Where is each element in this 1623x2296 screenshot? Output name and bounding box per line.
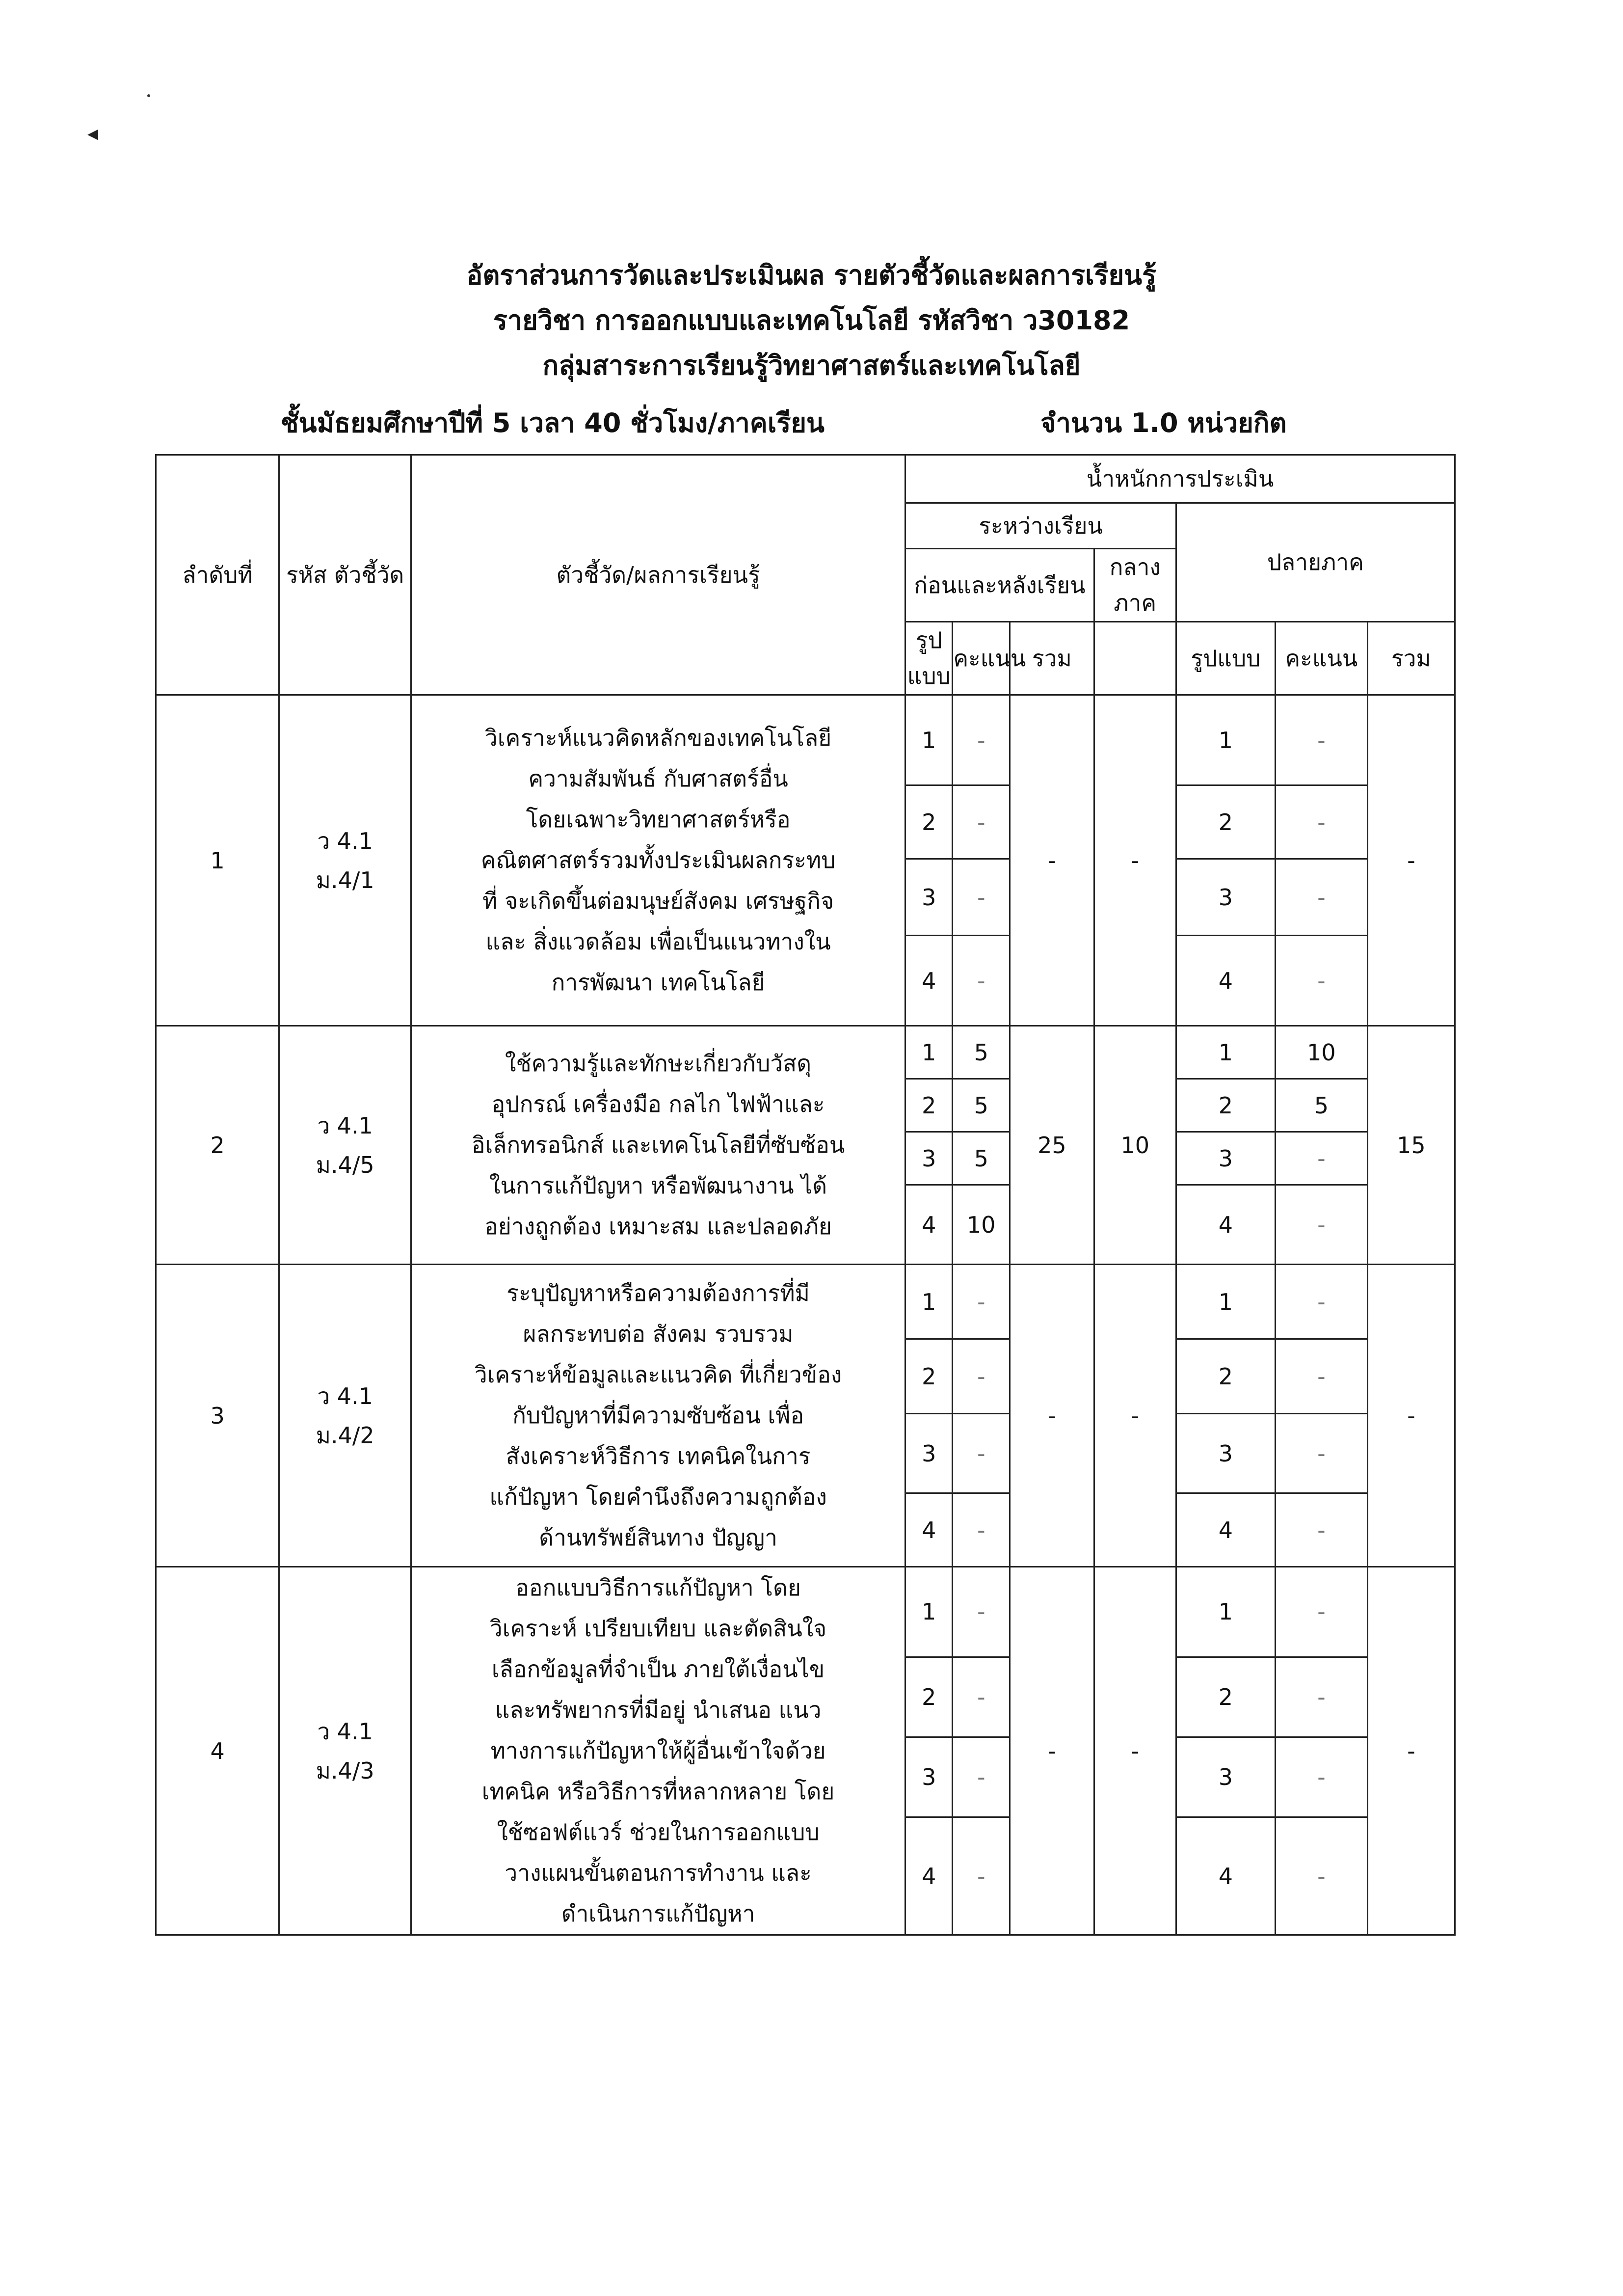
description-line: และ สิ่งแวดล้อม เพื่อเป็นแนวทางใน	[485, 928, 831, 955]
description-line: ใช้ความรู้และทักษะเกี่ยวกับวัสดุ	[505, 1050, 812, 1077]
cell-score: 5	[953, 1026, 1010, 1079]
assessment-table	[155, 454, 1456, 1936]
cell-total: -	[1010, 695, 1094, 1026]
cell-score-final: -	[1275, 1493, 1367, 1567]
level-time-line: ชั้นมัธยมศึกษาปีที่ 5 เวลา 40 ชั่วโมง/ภาคเรียน	[281, 407, 825, 438]
cell-score-final: -	[1275, 1185, 1367, 1265]
cell-format: 1	[905, 1567, 953, 1657]
cell-format-final: 2	[1176, 1079, 1275, 1132]
description-line: ระบุปัญหาหรือความต้องการที่มี	[506, 1280, 810, 1306]
cell-score-final: -	[1275, 1339, 1367, 1414]
cell-score-final: -	[1275, 695, 1367, 785]
cell-score: -	[953, 1265, 1010, 1339]
header-score-final: คะแนน	[1275, 622, 1367, 695]
cell-score: -	[953, 1339, 1010, 1414]
header-format-final: รูปแบบ	[1176, 622, 1275, 695]
description-line: วิเคราะห์แนวคิดหลักของเทคโนโลยี	[485, 725, 832, 751]
cell-format: 4	[905, 936, 953, 1026]
header-final: ปลายภาค	[1176, 503, 1455, 622]
cell-format-final: 1	[1176, 1567, 1275, 1657]
description-line: ผลกระทบต่อ สังคม รวบรวม	[523, 1321, 794, 1347]
cell-format: 3	[905, 1132, 953, 1185]
cell-total-final: -	[1367, 1567, 1455, 1935]
cell-midterm: -	[1094, 695, 1176, 1026]
cell-score: -	[953, 1737, 1010, 1817]
description-line: ในการแก้ปัญหา หรือพัฒนางาน ได้	[489, 1172, 827, 1199]
header-total-final: รวม	[1367, 622, 1455, 695]
cell-format: 2	[905, 1657, 953, 1737]
description-line: อิเล็กทรอนิกส์ และเทคโนโลยีที่ซับซ้อน	[471, 1132, 845, 1158]
description-line: เลือกข้อมูลที่จำเป็น ภายใต้เงื่อนไข	[491, 1656, 825, 1682]
row-index: 3	[156, 1265, 279, 1567]
description-line: ความสัมพันธ์ กับศาสตร์อื่น	[528, 765, 788, 792]
description-line: และทรัพยากรที่มีอยู่ นำเสนอ แนว	[495, 1697, 822, 1723]
cell-total: -	[1010, 1567, 1094, 1935]
description-line: วิเคราะห์ข้อมูลและแนวคิด ที่เกี่ยวข้อง	[474, 1361, 842, 1388]
table-row	[156, 1265, 1455, 1339]
cell-score-final: -	[1275, 1657, 1367, 1737]
cell-score: -	[953, 695, 1010, 785]
row-index: 2	[156, 1026, 279, 1265]
table-row	[156, 1026, 1455, 1079]
cell-format: 1	[905, 1026, 953, 1079]
description-line: ที่ จะเกิดขึ้นต่อมนุษย์สังคม เศรษฐกิจ	[482, 888, 834, 914]
cell-format-final: 2	[1176, 1339, 1275, 1414]
table-row	[156, 1567, 1455, 1657]
cell-format-final: 4	[1176, 1185, 1275, 1265]
cell-total-final: 15	[1367, 1026, 1455, 1265]
cell-score: -	[953, 1414, 1010, 1493]
description-line: อุปกรณ์ เครื่องมือ กลไก ไฟฟ้าและ	[491, 1091, 825, 1117]
description-line: อย่างถูกต้อง เหมาะสม และปลอดภัย	[484, 1213, 832, 1240]
cell-total: 25	[1010, 1026, 1094, 1265]
header-midterm-blank	[1094, 622, 1176, 695]
cell-format: 3	[905, 1737, 953, 1817]
table-body	[156, 695, 1455, 1935]
cell-score: -	[953, 936, 1010, 1026]
cell-format: 2	[905, 1079, 953, 1132]
description-line: กับปัญหาที่มีความซับซ้อน เพื่อ	[512, 1402, 804, 1429]
subject-line: รายวิชา การออกแบบและเทคโนโลยี รหัสวิชา ว30182	[493, 305, 1130, 336]
row-code	[279, 1026, 411, 1265]
cell-format: 1	[905, 695, 953, 785]
cell-format-final: 3	[1176, 1132, 1275, 1185]
row-code	[279, 695, 411, 1026]
description-line: โดยเฉพาะวิทยาศาสตร์หรือ	[526, 806, 791, 833]
cell-format: 4	[905, 1493, 953, 1567]
row-description	[411, 695, 905, 1026]
cell-score-final: 10	[1275, 1026, 1367, 1079]
code-line-2: ม.4/3	[316, 1757, 374, 1784]
cell-format-final: 4	[1176, 1493, 1275, 1567]
cell-score: -	[953, 785, 1010, 859]
cell-format-final: 2	[1176, 785, 1275, 859]
cell-score: 10	[953, 1185, 1010, 1265]
cell-score-final: -	[1275, 785, 1367, 859]
cell-format: 2	[905, 1339, 953, 1414]
code-line-1: ว 4.1	[317, 827, 373, 854]
code-line-2: ม.4/2	[316, 1422, 374, 1449]
row-code	[279, 1265, 411, 1567]
cell-format-final: 1	[1176, 1265, 1275, 1339]
code-line-1: ว 4.1	[317, 1718, 373, 1745]
stray-mark: ◂	[87, 121, 99, 146]
cell-total: -	[1010, 1265, 1094, 1567]
code-line-2: ม.4/1	[316, 866, 374, 893]
cell-format-final: 4	[1176, 1817, 1275, 1935]
cell-score: 5	[953, 1079, 1010, 1132]
table-row	[156, 695, 1455, 785]
header-midterm: กลาง ภาค	[1094, 549, 1176, 622]
description-line: ออกแบบวิธีการแก้ปัญหา โดย	[515, 1574, 801, 1601]
header-before-after: ก่อนและหลังเรียน	[905, 549, 1094, 622]
cell-score: -	[953, 1493, 1010, 1567]
header-weight: น้ำหนักการประเมิน	[905, 455, 1455, 503]
description-line: ทางการแก้ปัญหาให้ผู้อื่นเข้าใจด้วย	[490, 1737, 826, 1764]
row-description	[411, 1265, 905, 1567]
header-format: รูปแบบ	[905, 622, 953, 695]
description-line: ด้านทรัพย์สินทาง ปัญญา	[539, 1524, 777, 1551]
header-total: รวม	[1010, 622, 1094, 695]
cell-format-final: 2	[1176, 1657, 1275, 1737]
description-line: วิเคราะห์ เปรียบเทียบ และตัดสินใจ	[489, 1615, 827, 1642]
description-line: การพัฒนา เทคโนโลยี	[551, 969, 765, 996]
header-during: ระหว่างเรียน	[905, 503, 1176, 549]
cell-format: 3	[905, 1414, 953, 1493]
cell-format-final: 4	[1176, 936, 1275, 1026]
description-line: ดำเนินการแก้ปัญหา	[561, 1900, 755, 1927]
cell-format-final: 1	[1176, 695, 1275, 785]
document-title: อัตราส่วนการวัดและประเมินผล รายตัวชี้วัดและผลการเรียนรู้	[466, 260, 1157, 291]
code-line-1: ว 4.1	[317, 1112, 373, 1139]
cell-score: -	[953, 1657, 1010, 1737]
cell-format: 2	[905, 785, 953, 859]
cell-score-final: -	[1275, 1737, 1367, 1817]
row-description	[411, 1026, 905, 1265]
description-line: สังเคราะห์วิธีการ เทคนิคในการ	[506, 1443, 811, 1469]
header-score: คะแนน	[953, 622, 1010, 695]
scan-dot	[147, 94, 150, 97]
description-line: ใช้ซอฟต์แวร์ ช่วยในการออกแบบ	[497, 1819, 820, 1845]
cell-format: 3	[905, 859, 953, 936]
cell-format: 4	[905, 1185, 953, 1265]
header-desc: ตัวชี้วัด/ผลการเรียนรู้	[411, 455, 905, 695]
cell-score-final: -	[1275, 1414, 1367, 1493]
cell-format-final: 3	[1176, 859, 1275, 936]
group-line: กลุ่มสาระการเรียนรู้วิทยาศาสตร์และเทคโนโลยี	[542, 350, 1081, 381]
cell-score-final: -	[1275, 859, 1367, 936]
row-index: 1	[156, 695, 279, 1026]
cell-score: -	[953, 1817, 1010, 1935]
cell-format-final: 3	[1176, 1414, 1275, 1493]
row-code	[279, 1567, 411, 1935]
cell-midterm: -	[1094, 1567, 1176, 1935]
cell-score-final: -	[1275, 1265, 1367, 1339]
cell-midterm: -	[1094, 1265, 1176, 1567]
cell-score-final: -	[1275, 1817, 1367, 1935]
cell-format: 1	[905, 1265, 953, 1339]
credits-line: จำนวน 1.0 หน่วยกิต	[1040, 407, 1287, 438]
cell-score-final: -	[1275, 1132, 1367, 1185]
cell-score: 5	[953, 1132, 1010, 1185]
description-line: เทคนิค หรือวิธีการที่หลากหลาย โดย	[481, 1778, 835, 1805]
cell-score-final: -	[1275, 1567, 1367, 1657]
header-code: รหัส ตัวชี้วัด	[279, 455, 411, 695]
description-line: คณิตศาสตร์รวมทั้งประเมินผลกระทบ	[480, 847, 836, 873]
row-index: 4	[156, 1567, 279, 1935]
document-header	[0, 253, 1623, 388]
cell-format-final: 1	[1176, 1026, 1275, 1079]
cell-total-final: -	[1367, 695, 1455, 1026]
description-line: วางแผนขั้นตอนการทำงาน และ	[505, 1860, 812, 1886]
cell-format: 4	[905, 1817, 953, 1935]
cell-total-final: -	[1367, 1265, 1455, 1567]
code-line-1: ว 4.1	[317, 1382, 373, 1409]
cell-score: -	[953, 859, 1010, 936]
cell-score: -	[953, 1567, 1010, 1657]
row-description	[411, 1567, 905, 1935]
cell-format-final: 3	[1176, 1737, 1275, 1817]
description-line: แก้ปัญหา โดยคำนึงถึงความถูกต้อง	[489, 1484, 827, 1510]
code-line-2: ม.4/5	[316, 1151, 374, 1178]
header-index: ลำดับที่	[156, 455, 279, 695]
cell-midterm: 10	[1094, 1026, 1176, 1265]
cell-score-final: 5	[1275, 1079, 1367, 1132]
cell-score-final: -	[1275, 936, 1367, 1026]
